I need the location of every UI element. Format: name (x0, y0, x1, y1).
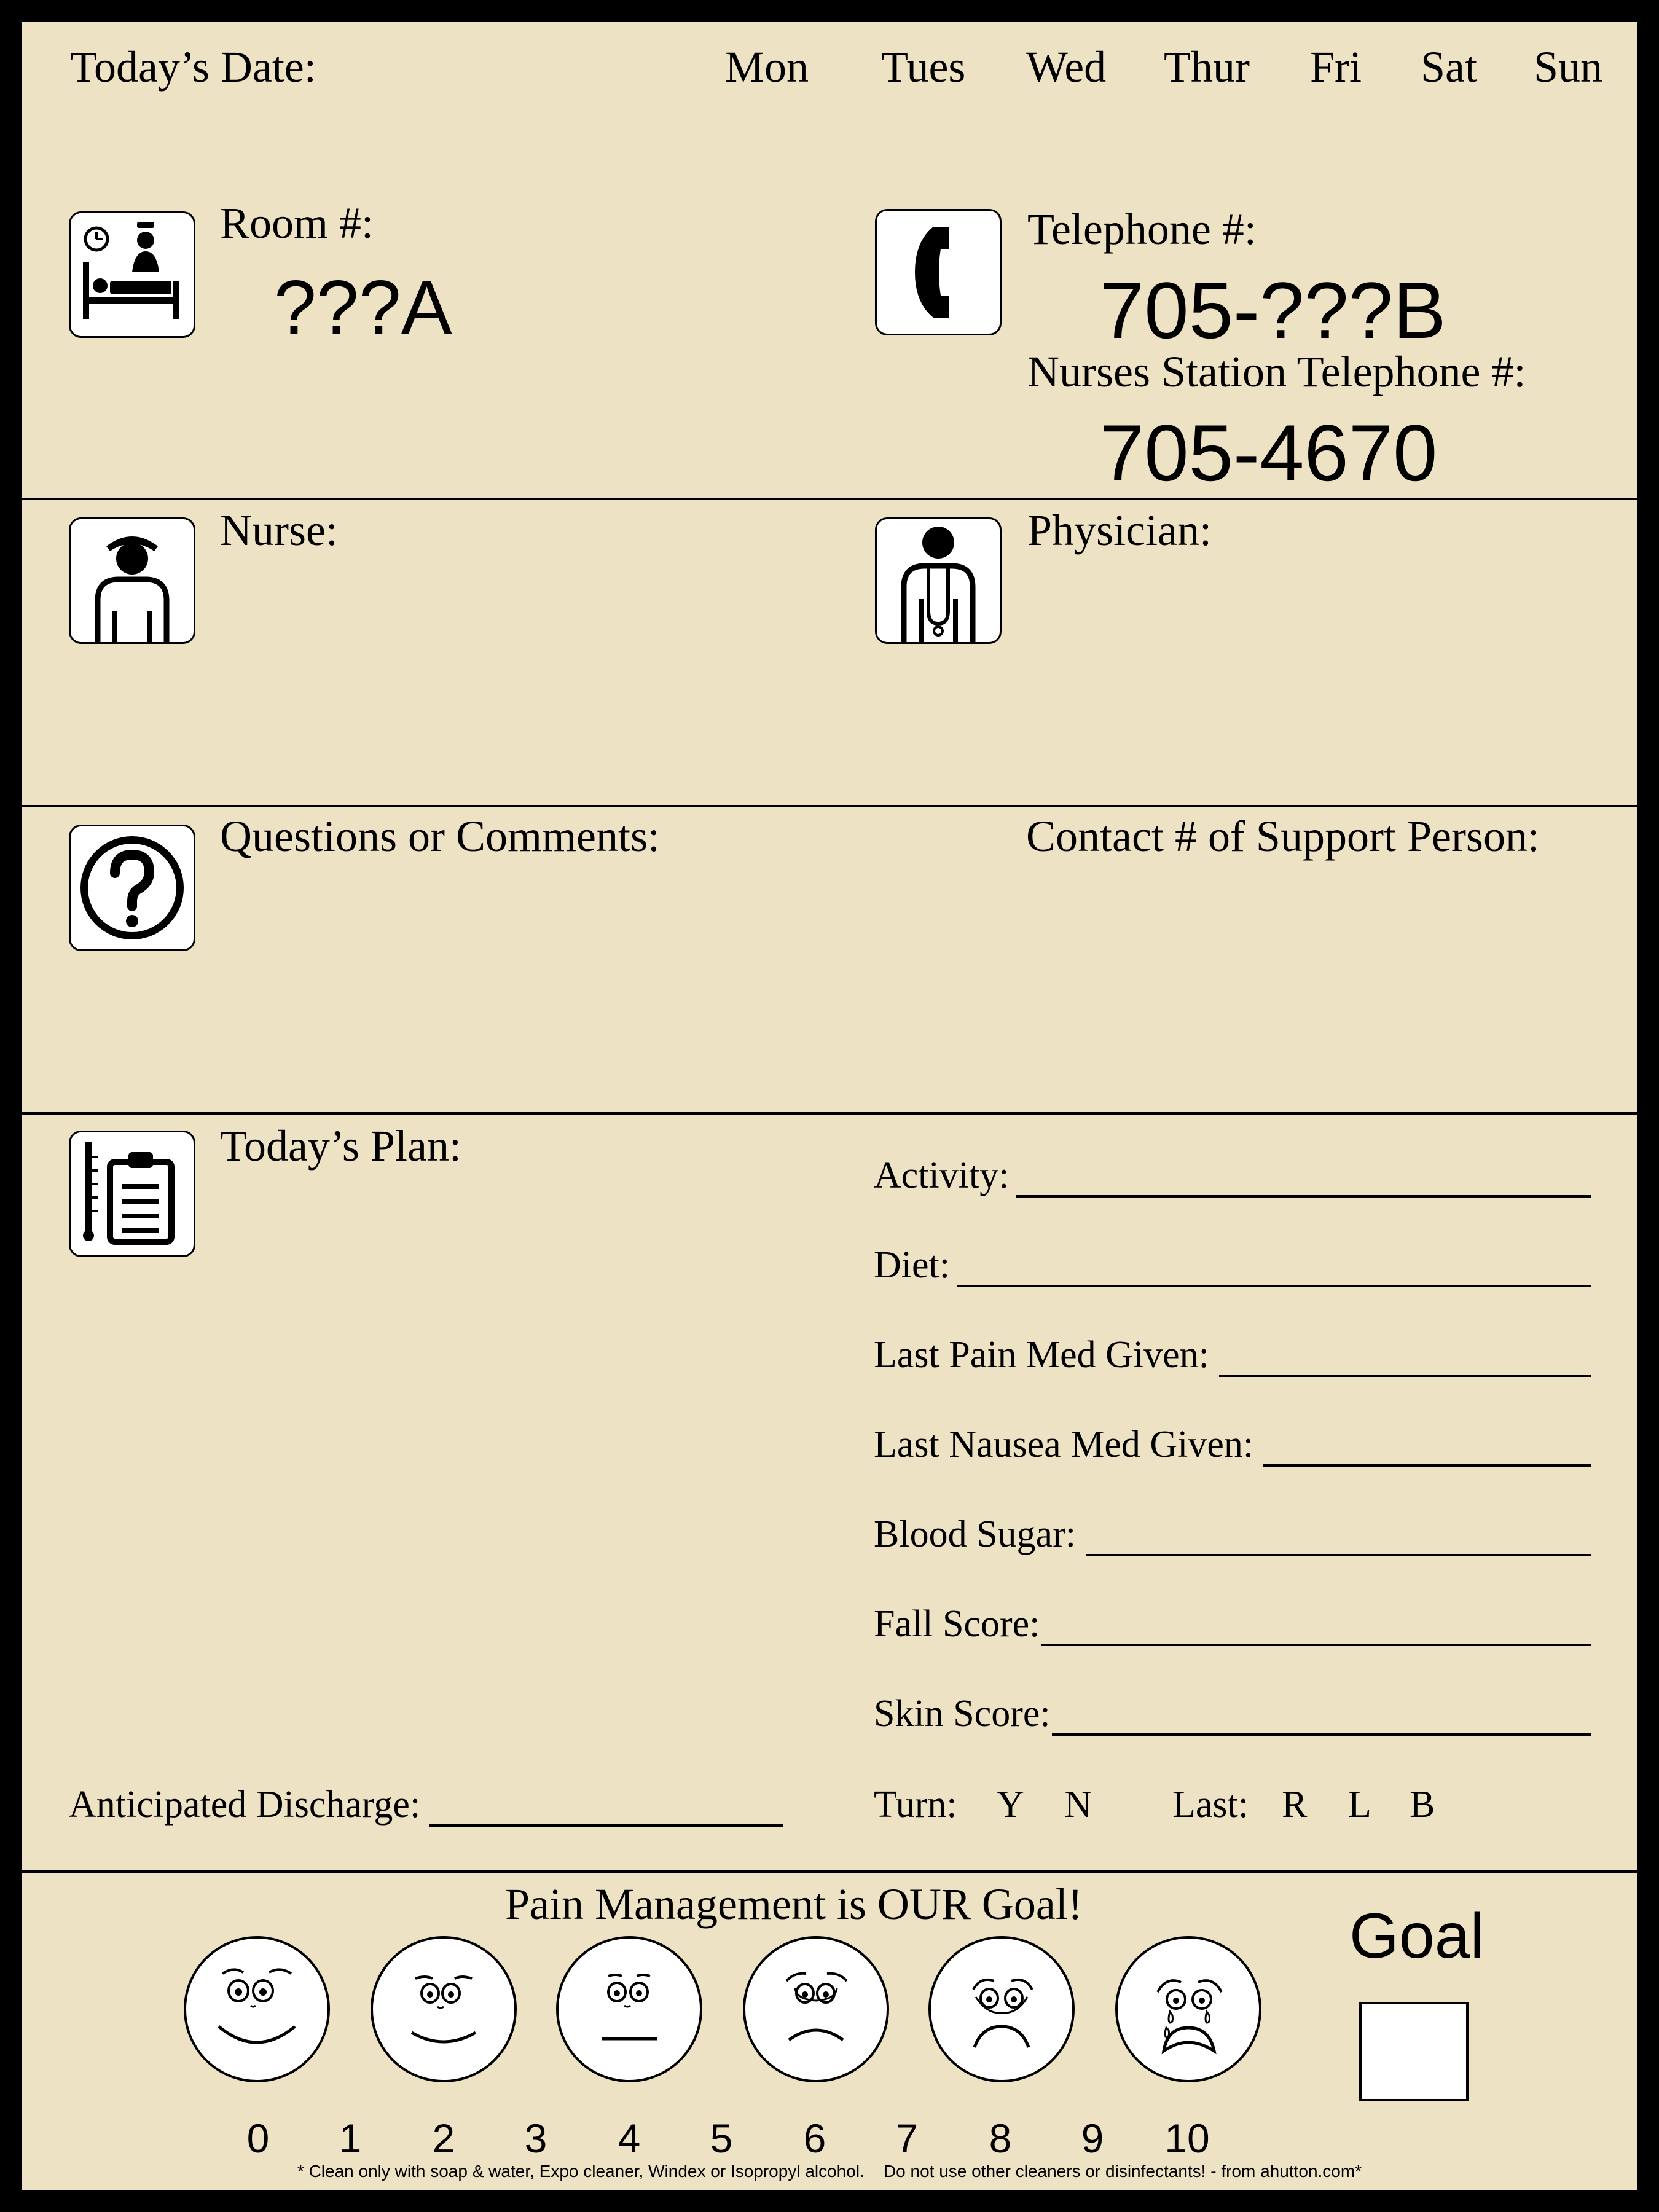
pain-scale-2[interactable]: 2 (432, 2116, 455, 2161)
telephone-label: Telephone #: (1027, 205, 1257, 254)
day-sun[interactable]: Sun (1534, 42, 1603, 92)
divider (22, 805, 1637, 807)
pain-face-8-icon (928, 1936, 1075, 2083)
cleaning-note: * Clean only with soap & water, Expo cleaner, Windex or Isopropyl alcohol. Do not use other cleaners or disinfectants! - from ahutton.com* (297, 2162, 1362, 2181)
pain-scale-0[interactable]: 0 (246, 2116, 270, 2161)
activity-field[interactable]: Activity: (874, 1154, 1591, 1198)
anticipated-discharge-field[interactable]: Anticipated Discharge: (69, 1783, 783, 1827)
pain-scale-5[interactable]: 5 (710, 2116, 733, 2161)
goal-label: Goal (1349, 1900, 1484, 1972)
last-turn-right[interactable]: R (1282, 1784, 1308, 1826)
last-pain-med-field[interactable]: Last Pain Med Given: (874, 1333, 1591, 1377)
pain-face-0-icon (183, 1936, 331, 2083)
turn-label: Turn: (874, 1784, 957, 1826)
skin-score-field[interactable]: Skin Score: (874, 1692, 1591, 1736)
nurses-station-label: Nurses Station Telephone #: (1027, 347, 1526, 396)
pain-scale-4[interactable]: 4 (618, 2116, 641, 2161)
questions-label: Questions or Comments: (220, 812, 660, 861)
pain-face-6-icon (742, 1936, 890, 2083)
day-sat[interactable]: Sat (1421, 42, 1478, 92)
divider (22, 1112, 1637, 1115)
pain-face-2-icon (370, 1936, 517, 2083)
divider (22, 498, 1637, 500)
pain-scale-10[interactable]: 10 (1164, 2116, 1210, 2161)
pain-management-title: Pain Management is OUR Goal! (505, 1880, 1083, 1929)
room-label: Room #: (220, 198, 374, 248)
last-nausea-med-field[interactable]: Last Nausea Med Given: (874, 1423, 1591, 1467)
fall-score-field[interactable]: Fall Score: (874, 1602, 1591, 1646)
diet-field[interactable]: Diet: (874, 1244, 1591, 1287)
pain-scale-6[interactable]: 6 (803, 2116, 826, 2161)
room-number: ???A (274, 265, 452, 350)
question-icon (69, 825, 195, 951)
nurse-icon (69, 517, 195, 644)
day-wed[interactable]: Wed (1026, 42, 1107, 92)
blood-sugar-field[interactable]: Blood Sugar: (874, 1513, 1591, 1556)
day-mon[interactable]: Mon (725, 42, 809, 92)
last-turn-label: Last: (1172, 1784, 1249, 1826)
pain-scale-8[interactable]: 8 (989, 2116, 1012, 2161)
turn-option-no[interactable]: N (1064, 1784, 1092, 1826)
pain-scale-3[interactable]: 3 (524, 2116, 547, 2161)
last-turn-left[interactable]: L (1348, 1784, 1371, 1826)
nurses-station-number: 705-4670 (1100, 408, 1438, 498)
pain-face-4-icon (555, 1936, 703, 2083)
whiteboard (22, 22, 1637, 2190)
nurse-label: Nurse: (220, 506, 338, 555)
telephone-number: 705-???B (1100, 265, 1446, 355)
telephone-icon (875, 209, 1002, 335)
day-thur[interactable]: Thur (1164, 42, 1250, 92)
physician-label: Physician: (1027, 506, 1212, 555)
pain-scale-9[interactable]: 9 (1081, 2116, 1104, 2161)
support-contact-label: Contact # of Support Person: (1026, 812, 1540, 861)
goal-box[interactable] (1359, 2002, 1469, 2101)
pain-face-10-icon (1115, 1936, 1262, 2083)
divider (22, 1870, 1637, 1873)
day-tues[interactable]: Tues (881, 42, 966, 92)
day-fri[interactable]: Fri (1310, 42, 1362, 92)
todays-date-label: Today’s Date: (70, 42, 316, 92)
pain-scale-7[interactable]: 7 (895, 2116, 919, 2161)
todays-plan-label: Today’s Plan: (220, 1121, 461, 1171)
physician-icon (875, 517, 1002, 644)
turn-option-yes[interactable]: Y (997, 1784, 1024, 1826)
clipboard-icon (69, 1131, 195, 1257)
pain-scale-1[interactable]: 1 (339, 2116, 362, 2161)
hospital-bed-icon (69, 211, 195, 338)
last-turn-back[interactable]: B (1410, 1784, 1435, 1826)
